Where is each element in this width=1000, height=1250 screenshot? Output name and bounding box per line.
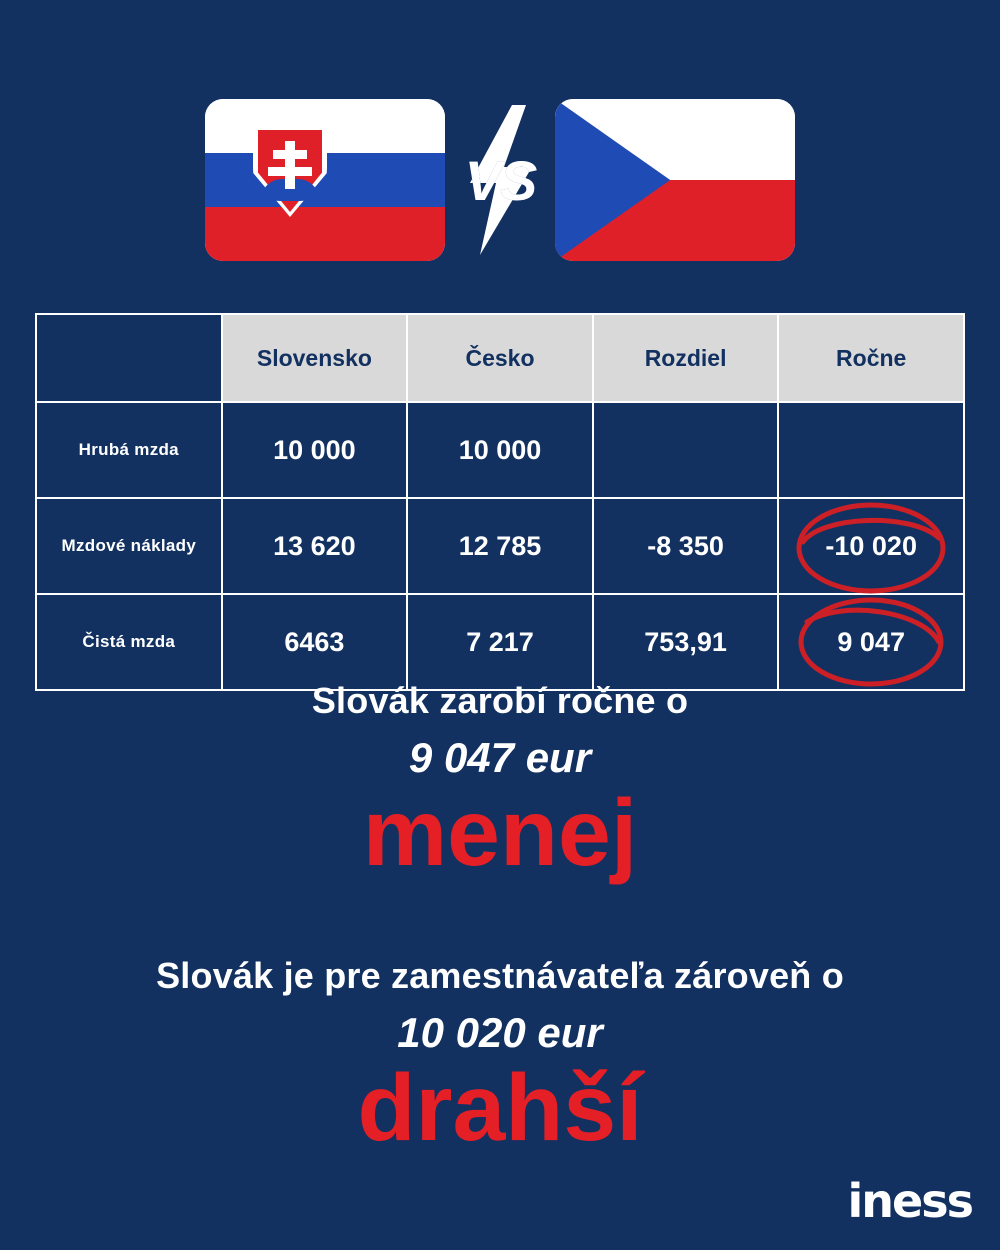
statement-2-amount: 10 020 eur (397, 1009, 603, 1056)
table-header-cesko: Česko (407, 314, 593, 402)
table-row (36, 594, 964, 690)
table-header (36, 314, 964, 402)
versus-label: VS (464, 148, 536, 212)
cell-value: 9 047 (837, 626, 905, 657)
slovakia-flag (205, 99, 445, 261)
cell-cista-mzda-slovensko: 6463 (222, 594, 408, 690)
czechia-flag (555, 99, 795, 261)
table-header-corner (36, 314, 222, 402)
cell-cista-mzda-rocne (778, 594, 964, 690)
table-header-row (36, 314, 964, 402)
cell-mzdove-naklady-rocne (778, 498, 964, 594)
statement-employer-cost (0, 955, 1000, 1161)
cell-cista-mzda-rozdiel: 753,91 (593, 594, 779, 690)
statement-earnings (0, 680, 1000, 886)
row-label-cista-mzda: Čistá mzda (36, 594, 222, 690)
table-row (36, 402, 964, 498)
cell-value: -10 020 (825, 530, 917, 561)
comparison-table-wrapper (35, 313, 965, 691)
statement-2-line-1: Slovák je pre zamestnávateľa zároveň o (156, 955, 844, 996)
iness-logo: iness (847, 1174, 972, 1228)
table-header-rocne: Ročne (778, 314, 964, 402)
table-body (36, 402, 964, 690)
double-cross-icon (285, 141, 295, 189)
statement-1-amount: 9 047 eur (408, 734, 592, 781)
slovakia-coat-of-arms-icon (253, 125, 327, 217)
versus-badge (445, 100, 555, 260)
row-label-hruba-mzda: Hrubá mzda (36, 402, 222, 498)
cell-hruba-mzda-cesko: 10 000 (407, 402, 593, 498)
table-header-rozdiel: Rozdiel (593, 314, 779, 402)
comparison-table (35, 313, 965, 691)
row-label-mzdove-naklady: Mzdové náklady (36, 498, 222, 594)
cell-mzdove-naklady-rozdiel: -8 350 (593, 498, 779, 594)
table-row (36, 498, 964, 594)
cell-hruba-mzda-rocne (778, 402, 964, 498)
table-header-slovensko: Slovensko (222, 314, 408, 402)
cell-hruba-mzda-slovensko: 10 000 (222, 402, 408, 498)
cell-mzdove-naklady-cesko: 12 785 (407, 498, 593, 594)
cell-mzdove-naklady-slovensko: 13 620 (222, 498, 408, 594)
cell-hruba-mzda-rozdiel (593, 402, 779, 498)
statement-1-emphasis: menej (362, 780, 638, 886)
flags-header (0, 95, 1000, 265)
statement-1-line-1: Slovák zarobí ročne o (311, 680, 689, 721)
cell-cista-mzda-cesko: 7 217 (407, 594, 593, 690)
statement-2-emphasis: drahší (357, 1055, 643, 1161)
